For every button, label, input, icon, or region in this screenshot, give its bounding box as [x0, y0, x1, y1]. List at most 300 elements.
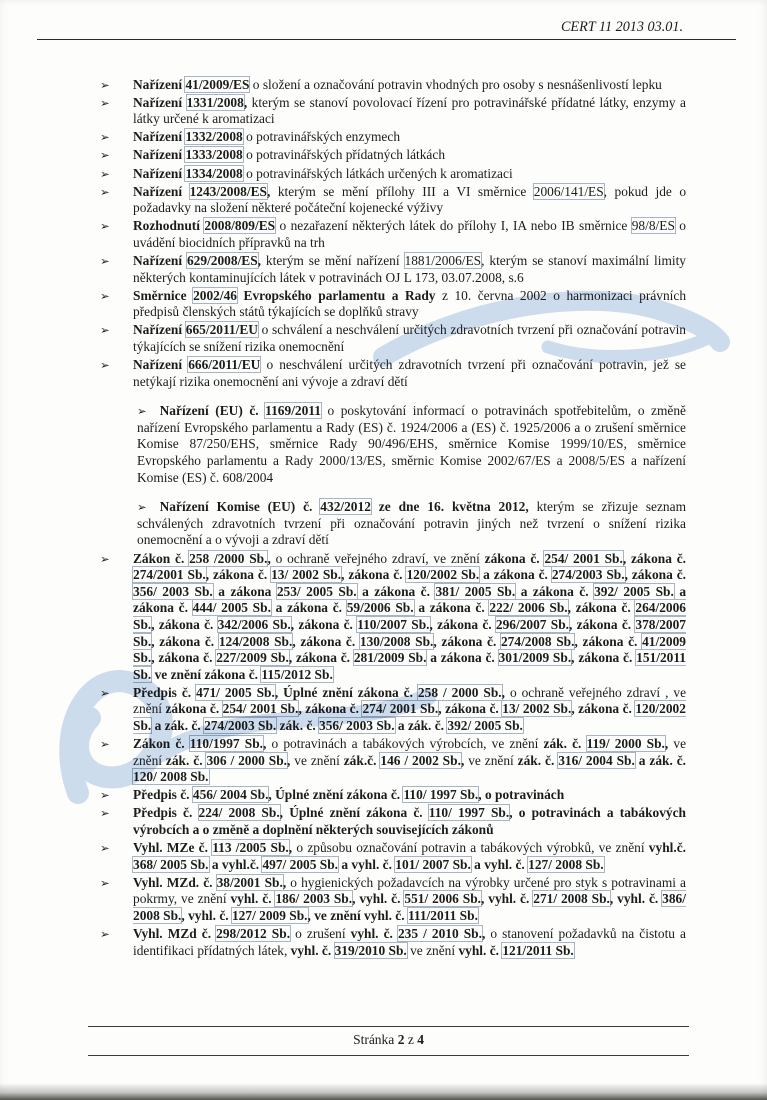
text-run: zákona č. — [158, 650, 217, 666]
text-run: a — [479, 567, 494, 583]
text-run: z — [404, 1032, 418, 1047]
text-run: Nařízení — [133, 357, 189, 373]
law-reference-box: 13/ 2002 Sb. — [271, 567, 342, 583]
list-item-text — [133, 253, 686, 286]
text-run: , — [460, 752, 469, 768]
law-reference-box: 115/2012 Sb. — [261, 666, 333, 682]
law-reference-box: 444/ 2005 Sb. — [192, 600, 271, 616]
law-reference-box: 274/2003 Sb. — [551, 567, 625, 583]
page-header — [0, 0, 767, 36]
regulation-list — [0, 77, 767, 960]
law-reference-box: 368/ 2005 Sb. — [133, 856, 209, 872]
law-reference-box: 381/ 2005 Sb. — [435, 583, 516, 599]
text-run: , — [481, 926, 491, 942]
law-reference-box: 151/2011 Sb. — [133, 650, 686, 682]
text-run: zákona č. — [213, 567, 272, 583]
law-reference-box: 392/ 2005 Sb. — [447, 717, 523, 733]
text-run: , — [429, 616, 438, 632]
list-item-text — [133, 840, 686, 873]
law-reference-box: 2002/46 — [193, 287, 237, 303]
text-run: o potravinářských přídatných látkách — [242, 147, 446, 163]
arrow-bullet-icon: ➢ — [100, 95, 110, 110]
text-run: zákona č. — [484, 550, 545, 566]
text-run: 2 — [397, 1032, 405, 1047]
text-run: a — [270, 600, 288, 616]
law-reference-box: 551/ 2006 Sb. — [404, 891, 481, 907]
arrow-bullet-icon: ➢ — [137, 499, 147, 514]
law-reference-box: 1881/2006/ES — [404, 253, 482, 269]
text-run: zákona č. — [204, 666, 262, 682]
text-run: , — [288, 650, 296, 666]
text-run: o potravinářských enzymech — [242, 129, 401, 145]
law-reference-box: 296/2007 Sb. — [495, 616, 570, 632]
text-run: zák. č. — [543, 736, 587, 752]
list-item — [100, 77, 686, 94]
law-reference-box: 1333/2008 — [185, 147, 243, 163]
text-run: 4 — [417, 1032, 424, 1047]
text-run: zákona č. — [631, 567, 686, 583]
law-reference-box: 665/2011/EU — [185, 322, 258, 338]
text-run: , — [257, 253, 266, 269]
text-run: zákona č. — [437, 616, 496, 632]
text-run: o stanovení požadavků na čistotu a identifikaci přídatných látek, — [133, 926, 687, 958]
list-item-text — [133, 551, 686, 684]
law-reference-box: 432/2012 — [320, 499, 371, 515]
law-reference-box: 120/2002 Sb. — [133, 701, 686, 733]
text-run: , — [288, 840, 297, 856]
text-run: vyhl. č. — [350, 926, 398, 942]
list-item-text — [133, 322, 686, 355]
text-run: zákona č. — [576, 616, 636, 632]
text-run: a — [208, 856, 222, 872]
text-run: zákona č. — [493, 567, 552, 583]
text-run: kterým se mění přílohy III a VI směrnice — [277, 183, 534, 199]
list-item-text — [133, 736, 686, 786]
text-run: zákona č. — [440, 650, 499, 666]
list-item — [100, 875, 686, 925]
text-run: Úplné znění zákona č. — [275, 787, 404, 803]
law-reference-box: 101/ 2007 Sb. — [395, 856, 471, 872]
law-reference-box: 2006/141/ES — [533, 183, 604, 199]
text-run: zák. č. — [165, 752, 207, 768]
text-run: , pokud jde o požadavky na složení některé počáteční kojenecké výživy — [133, 183, 687, 216]
law-reference-box: 254/ 2001 Sb. — [544, 550, 623, 566]
arrow-bullet-icon: ➢ — [100, 166, 110, 181]
arrow-bullet-icon: ➢ — [100, 148, 110, 163]
arrow-bullet-icon: ➢ — [100, 219, 110, 234]
law-reference-box: 258 /2000 Sb. — [189, 550, 268, 566]
text-run: , — [181, 908, 189, 923]
list-item-text — [137, 403, 686, 486]
text-run: , — [266, 183, 278, 199]
text-run: vyhl. č. — [188, 908, 232, 923]
list-item — [100, 499, 686, 549]
text-run: o hygienických požadavcích na výrobky určené pro styk s potravinami a pokrmy, ve znění — [133, 874, 686, 907]
arrow-bullet-icon: ➢ — [100, 788, 110, 803]
text-run: a — [426, 650, 441, 666]
text-run: vyhl. č. — [488, 891, 534, 907]
text-run: zákona č. — [296, 650, 354, 666]
list-item — [100, 840, 686, 873]
law-reference-box: 254/ 2001 Sb. — [222, 701, 299, 717]
list-item — [100, 288, 686, 321]
list-item-text — [133, 926, 686, 959]
text-run: vyhl. č. — [364, 908, 408, 923]
text-run: a — [673, 583, 687, 599]
text-run: kterým se zřizuje seznam schválených zdravotních tvrzení při označování potravin jiných než tvrzení o snížení rizika onemocnění a o vývoji a zdraví dětí — [137, 499, 686, 548]
text-run: vyhl. č. — [359, 891, 405, 907]
text-run: kterým se mění nařízení — [265, 253, 405, 269]
text-run: a — [356, 583, 375, 599]
law-reference-box: 1169/2011 — [265, 403, 321, 419]
text-run: o potravinách a tabákových výrobcích, ve znění — [271, 736, 544, 752]
list-item — [100, 166, 686, 183]
law-reference-box: 111/2011 Sb. — [407, 908, 478, 923]
arrow-bullet-icon: ➢ — [100, 358, 110, 373]
law-reference-box: 356/ 2003 Sb. — [133, 583, 213, 599]
text-run: a — [413, 600, 430, 616]
text-run: Nařízení Komise (EU) č. — [159, 499, 321, 515]
law-reference-box: 2008/809/ES — [204, 218, 276, 234]
text-run: vyhl. č. — [351, 856, 396, 872]
text-run: , — [298, 701, 306, 717]
text-run: , kterým se stanoví maximální limity některých kontaminujících látek v potravinách OJ L 173, 03.07.2008, s.6 — [133, 253, 686, 285]
law-reference-box: 59/2006 Sb. — [346, 600, 414, 616]
law-reference-box: 471/ 2005 Sb. — [196, 684, 275, 700]
arrow-bullet-icon: ➢ — [100, 184, 110, 199]
list-item — [100, 551, 686, 684]
text-run: Předpis č. — [133, 684, 197, 700]
text-run: Evropského parlamentu a Rady — [236, 287, 436, 303]
text-run: Předpis č. — [133, 787, 193, 803]
law-reference-box: 120/ 2008 Sb. — [133, 769, 209, 785]
text-run: Vyhl. MZe č. — [133, 840, 213, 856]
law-reference-box: 235 / 2010 Sb. — [397, 926, 482, 942]
header-rule — [37, 39, 736, 40]
text-run: vyhl. č. — [290, 942, 335, 958]
arrow-bullet-icon: ➢ — [100, 130, 110, 145]
law-reference-box: 253/ 2005 Sb. — [276, 583, 357, 599]
page-footer — [88, 1026, 689, 1056]
text-run: zákona č. — [630, 550, 686, 566]
law-reference-box: 316/ 2004 Sb. — [558, 752, 635, 768]
text-run: , — [571, 650, 579, 666]
list-item-text — [133, 685, 686, 735]
text-run: vyhl. č. — [484, 856, 529, 872]
text-run: a — [338, 856, 352, 872]
text-run: vyhl. č. — [230, 891, 276, 907]
arrow-bullet-icon: ➢ — [100, 875, 110, 890]
text-run: o nezařazení některých látek do přílohy I, IA nebo IB směrnice — [275, 218, 632, 234]
text-run: Nařízení — [133, 94, 187, 110]
text-run: , — [151, 633, 160, 649]
list-item-text — [133, 288, 686, 321]
law-reference-box: 227/2009 Sb. — [216, 650, 289, 666]
text-run: Vyhl. MZd. č. — [133, 874, 217, 890]
text-run: , ve znění — [307, 908, 365, 923]
text-run: a — [470, 856, 485, 872]
law-reference-box: 127/ 2009 Sb. — [231, 908, 308, 923]
text-run: , — [282, 874, 291, 890]
law-reference-box: 113 /2005 Sb. — [212, 840, 289, 856]
arrow-bullet-icon: ➢ — [137, 403, 147, 418]
law-reference-box: 274/2003 Sb. — [204, 717, 277, 733]
text-run: zákona č. — [575, 600, 636, 616]
text-run: , — [268, 787, 276, 803]
list-item-text — [133, 218, 686, 251]
law-reference-box: 319/2010 Sb. — [334, 942, 407, 958]
law-reference-box: 378/2007 Sb. — [133, 616, 686, 649]
law-reference-box: 456/ 2004 Sb. — [192, 787, 269, 803]
text-run: vyhl.č. — [648, 840, 686, 856]
arrow-bullet-icon: ➢ — [100, 927, 110, 942]
text-run: zák.č. — [343, 752, 381, 768]
text-run: a — [394, 717, 408, 733]
text-run: zákona — [230, 583, 277, 599]
law-reference-box: 666/2011/EU — [188, 357, 261, 373]
list-item — [100, 253, 686, 286]
law-reference-box: 119/ 2000 Sb. — [586, 736, 665, 752]
text-run: zákona č. — [158, 616, 218, 632]
text-run: ve znění — [468, 752, 518, 768]
text-run: , — [151, 616, 159, 632]
arrow-bullet-icon: ➢ — [100, 841, 110, 856]
arrow-bullet-icon: ➢ — [100, 77, 110, 92]
law-reference-box: 110/ 1997 Sb. — [403, 787, 479, 803]
text-run: o zrušení — [290, 926, 351, 942]
law-reference-box: 281/2009 Sb. — [353, 650, 427, 666]
law-reference-box: 186/ 2003 Sb. — [275, 891, 353, 907]
header-reference: CERT 11 2013 03.01. — [560, 19, 683, 35]
text-run: vyhl.č. — [221, 856, 263, 872]
arrow-bullet-icon: ➢ — [100, 737, 110, 752]
text-run: , — [290, 616, 299, 632]
text-run: , — [624, 567, 632, 583]
text-run: o ochraně veřejného zdraví, ve znění — [275, 550, 485, 566]
law-reference-box: 224/ 2008 Sb. — [198, 805, 280, 821]
list-item — [100, 805, 686, 838]
text-run: zákona č. — [582, 633, 643, 649]
text-run: ze dne 16. května 2012, — [370, 499, 537, 515]
list-item — [100, 787, 686, 804]
law-reference-box: 13/ 2002 Sb. — [502, 701, 572, 717]
list-item-text — [133, 357, 686, 390]
text-run: , — [569, 616, 577, 632]
text-run: , — [352, 891, 360, 907]
text-run: , — [664, 736, 674, 752]
text-run: a — [212, 583, 231, 599]
text-run: , — [243, 94, 252, 110]
text-run: zák. č. — [279, 717, 320, 733]
list-item-text — [133, 147, 686, 164]
arrow-bullet-icon: ➢ — [100, 685, 110, 700]
text-run: z 10. června 2002 o harmonizaci právních předpisů členských států týkajících se doplňků stravy — [133, 287, 687, 320]
text-run: , — [287, 752, 295, 768]
list-item-text — [133, 184, 686, 217]
text-run: , o potravinách — [478, 787, 565, 803]
text-run: Zákon č. — [133, 736, 190, 752]
text-run: , — [501, 684, 510, 700]
text-run: zákona č. — [298, 616, 358, 632]
law-reference-box: 1334/2008 — [185, 165, 243, 181]
text-run: o poskytování informací o potravinách spotřebitelům, o změně nařízení Evropského parlamentu a Rady (ES) č. 1924/2006 a (ES) č. 1925/2006 a o zrušení směrnice Komise 87/250/EHS, směrnice Rady 90/496/EHS, směrnice Komise 1999/10/ES, směrnice Evropského parlamentu a Rady 2000/13/ES, směrnic Komise 2002/67/ES a 2008/5/ES a nařízení Komise (ES) č. 608/2004 — [137, 403, 686, 485]
text-run: Nařízení — [133, 165, 186, 181]
law-reference-box: 1331/2008 — [186, 94, 244, 110]
list-item-text — [133, 166, 686, 183]
arrow-bullet-icon: ➢ — [100, 806, 110, 821]
law-reference-box: 1243/2008/ES — [189, 183, 267, 199]
text-run: o neschválení určitých zdravotních tvrzení při označování potravin, jež se netýkají rizika onemocnění ani vývoje a zdraví dětí — [133, 357, 687, 389]
text-run: , — [267, 550, 276, 566]
law-reference-box: 274/2001 Sb. — [133, 567, 206, 583]
law-reference-box: 38/2001 Sb. — [216, 874, 283, 890]
list-item — [100, 95, 686, 128]
law-reference-box: 1332/2008 — [185, 129, 243, 145]
law-reference-box: 258 / 2000 Sb. — [417, 684, 502, 700]
text-run: Nařízení — [133, 129, 186, 145]
text-run: , — [151, 650, 159, 666]
list-item-text — [133, 875, 686, 925]
text-run: ve znění — [133, 736, 687, 768]
law-reference-box: 342/2006 Sb. — [217, 616, 291, 632]
text-run: o složení a označování potravin vhodných pro osoby s nesnášenlivostí lepku — [249, 76, 662, 92]
law-reference-box: 392/ 2005 Sb. — [594, 583, 674, 599]
law-reference-box: 127/ 2008 Sb. — [528, 856, 604, 872]
text-run: , — [481, 891, 489, 907]
text-run: a — [634, 752, 650, 768]
law-reference-box: 222/ 2006 Sb. — [489, 600, 568, 616]
list-item-text — [137, 499, 686, 549]
text-run: , — [574, 633, 583, 649]
text-run: zák. č. — [649, 752, 687, 768]
list-item-text — [133, 129, 686, 146]
text-run: , — [279, 805, 290, 821]
list-item-text — [133, 787, 686, 804]
text-run: , — [571, 701, 579, 717]
list-item — [100, 147, 686, 164]
text-run: zák. č. — [407, 717, 448, 733]
text-run: , o potravinách a tabákových výrobcích a o změně a doplnění některých souvisejících zákonů — [133, 805, 686, 838]
text-run: Směrnice — [133, 287, 194, 303]
text-run: o schválení a neschválení určitých zdravotních tvrzení při označování potravin týkajících se snížení rizika onemocnění — [133, 322, 686, 354]
list-item — [100, 357, 686, 390]
text-run: zák. č. — [164, 717, 205, 733]
text-run: vyhl. č. — [617, 891, 663, 907]
law-reference-box: 121/2011 Sb. — [502, 942, 574, 958]
text-run: a — [515, 583, 533, 599]
text-run: zákona č. — [300, 633, 360, 649]
text-run: zákona č. — [429, 600, 490, 616]
text-run: o ochraně veřejného zdraví , ve znění — [133, 684, 687, 717]
list-item — [100, 322, 686, 355]
scan-edge-artifact — [0, 1083, 767, 1100]
arrow-bullet-icon: ➢ — [100, 551, 110, 566]
text-run: Nařízení — [133, 183, 190, 199]
text-run: zákona č. — [441, 633, 501, 649]
text-run: Nařízení — [133, 253, 187, 269]
text-run: , — [609, 891, 618, 907]
list-item — [100, 736, 686, 786]
law-reference-box: 264/2006 Sb. — [133, 600, 686, 632]
text-run: a — [151, 717, 165, 733]
law-reference-box: 110/1997 Sb. — [189, 736, 264, 752]
text-run: o potravinářských látkách určených k aromatizaci — [242, 165, 513, 181]
text-run: ve znění — [294, 752, 344, 768]
text-run: zákona č. — [287, 600, 347, 616]
law-reference-box: 110/ 1997 Sb. — [428, 805, 510, 821]
law-reference-box: 98/8/ES — [631, 218, 675, 234]
arrow-bullet-icon: ➢ — [100, 254, 110, 269]
list-item — [100, 129, 686, 146]
text-run: vyhl. č. — [458, 942, 503, 958]
text-run: Nařízení — [133, 76, 186, 92]
law-reference-box: 497/ 2005 Sb. — [262, 856, 338, 872]
law-reference-box: 146 / 2002 Sb. — [380, 752, 461, 768]
list-item — [100, 685, 686, 735]
text-run: , — [274, 684, 284, 700]
text-run: , — [622, 550, 631, 566]
law-reference-box: 274/ 2001 Sb. — [362, 701, 439, 717]
text-run: zákona č. — [445, 701, 503, 717]
text-run: zákona č. — [133, 600, 193, 616]
text-run: Nařízení — [133, 322, 186, 338]
law-reference-box: 41/2009/ES — [185, 76, 250, 92]
text-run: zákona č. — [305, 701, 363, 717]
law-reference-box: 386/ 2008 Sb. — [133, 891, 686, 923]
text-run: Předpis č. — [133, 805, 199, 821]
text-run: zákona č. — [374, 583, 436, 599]
law-reference-box: 271/ 2008 Sb. — [533, 891, 610, 907]
arrow-bullet-icon: ➢ — [100, 288, 110, 303]
text-run: ve znění — [151, 666, 205, 682]
law-reference-box: 120/2002 Sb. — [406, 567, 480, 583]
text-run: zákona č. — [165, 701, 223, 717]
text-run: Úplné znění zákona č. — [289, 805, 429, 821]
text-run: , — [263, 736, 272, 752]
law-reference-box: 274/2008 Sb. — [500, 633, 575, 649]
text-run: Úplné znění zákona č. — [283, 684, 418, 700]
list-item-text — [133, 805, 686, 838]
list-item-text — [133, 95, 686, 128]
law-reference-box: 298/2012 Sb. — [216, 926, 291, 942]
text-run: zákona č. — [159, 633, 219, 649]
text-run: , — [438, 701, 446, 717]
text-run: , — [341, 567, 349, 583]
list-item — [100, 218, 686, 251]
text-run: ve znění — [406, 942, 459, 958]
list-item-text — [133, 77, 686, 94]
list-item — [100, 403, 686, 486]
law-reference-box: 124/2008 Sb. — [218, 633, 293, 649]
list-item — [100, 184, 686, 217]
text-run: o způsobu označování potravin a tabákových výrobků, ve znění — [296, 840, 649, 856]
text-run: Stránka — [353, 1032, 398, 1047]
law-reference-box: 41/2009 Sb. — [133, 633, 686, 666]
text-run: Zákon č. — [133, 550, 190, 566]
text-run: zák. č. — [517, 752, 559, 768]
text-run: Nařízení (EU) č. — [159, 403, 266, 419]
text-run: kterým se stanoví povolovací řízení pro potravinářské přídatné látky, enzymy a látky určené k aromatizaci — [133, 94, 686, 127]
law-reference-box: 629/2008/ES — [186, 253, 258, 269]
law-reference-box: 110/2007 Sb. — [357, 616, 430, 632]
text-run: zákona č. — [532, 583, 595, 599]
law-reference-box: 301/2009 Sb. — [498, 650, 572, 666]
text-run: , — [433, 633, 442, 649]
text-run: Nařízení — [133, 147, 186, 163]
footer-rule-bottom — [88, 1055, 689, 1056]
text-run: o uvádění biocidních přípravků na trh — [133, 218, 686, 250]
text-run: zákona č. — [578, 650, 637, 666]
